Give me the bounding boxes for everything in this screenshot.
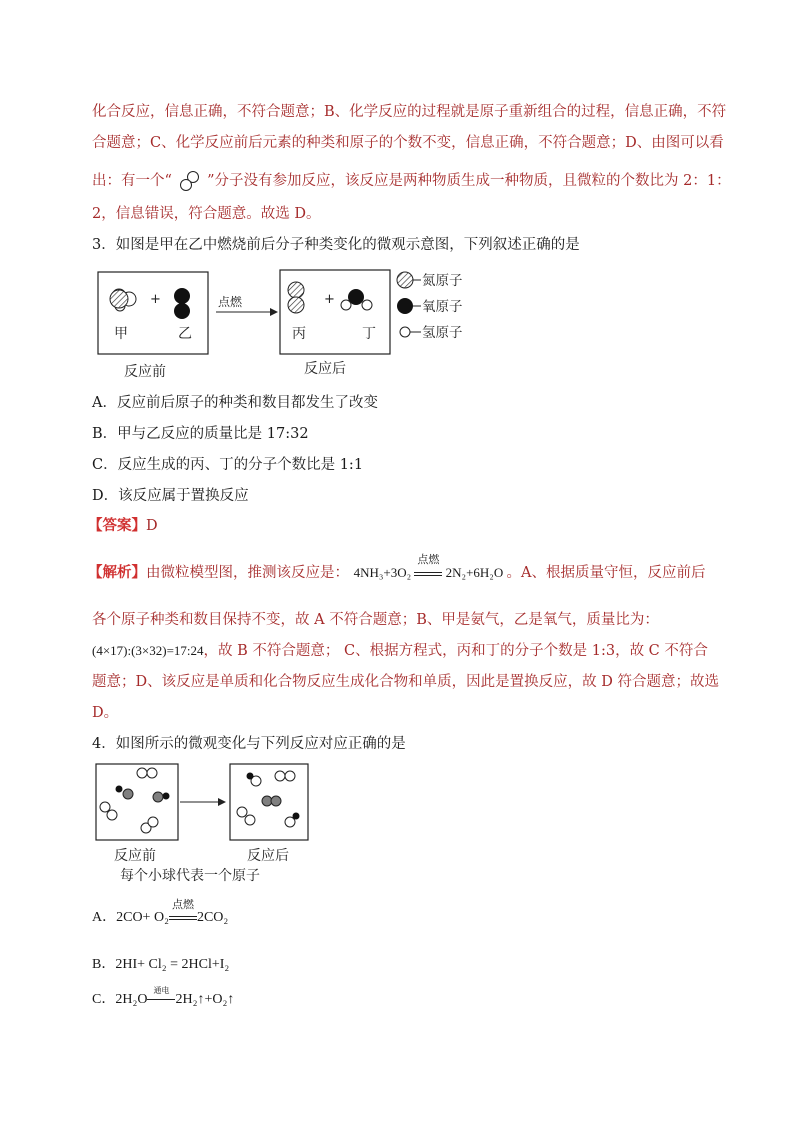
q4-stem: 4．如图所示的微观变化与下列反应对应正确的是 <box>92 736 406 752</box>
caption-after: 反应后 <box>304 361 346 377</box>
q3-analysis-line-1 <box>88 554 706 583</box>
q4-option-c-right: 2H₂↑+O₂↑ <box>175 992 235 1007</box>
intro-line-3-a: 出：有一个“ <box>92 173 172 189</box>
q4-caption-note: 每个小球代表一个原子 <box>120 868 260 884</box>
analysis-line-1-b: 。A、根据质量守恒，反应前后 <box>506 565 706 581</box>
q4-before-particles <box>100 768 170 833</box>
equation-left: 4NH₃+3O₂ <box>353 565 412 580</box>
q4-option-a-right: 2CO₂ <box>196 910 229 925</box>
oxygen-atom-icon <box>397 298 413 314</box>
label-jia: 甲 <box>114 326 128 342</box>
q4-option-c <box>92 986 235 1010</box>
legend-nitrogen <box>397 272 463 289</box>
q3-analysis-line-2: 各个原子种类和数目保持不变，故 A 不符合题意；B、甲是氨气，乙是氧气，质量比为： <box>92 612 659 628</box>
analysis-line-3-a: (4×17):(3×32)=17:24 <box>92 643 204 658</box>
answer-bracket: 【答案】 <box>88 517 146 534</box>
q4-option-c-condition: 通电 <box>153 986 170 995</box>
q4-option-a-condition: 点燃 <box>171 899 194 911</box>
water-molecule <box>341 289 372 310</box>
legend-oxygen <box>397 298 463 315</box>
hydrogen-atom-icon <box>400 327 410 337</box>
answer-value: D <box>146 518 158 534</box>
q3-option-b: B．甲与乙反应的质量比是 17:32 <box>92 426 309 442</box>
q4-caption-before: 反应前 <box>114 848 156 864</box>
q3-analysis-line-3 <box>92 641 708 661</box>
q4-option-a-left: A．2CO+ O₂ <box>92 910 169 925</box>
arrow-label: 点燃 <box>218 295 243 309</box>
q4-before-box <box>96 764 178 840</box>
q4-option-b: B．2HI+ Cl₂ = 2HCl+I₂ <box>92 957 230 972</box>
legend-nitrogen-label: 氮原子 <box>422 273 463 289</box>
plus-after: + <box>324 292 335 307</box>
q3-analysis-line-5: D。 <box>92 705 119 721</box>
q3-equation <box>353 554 507 580</box>
analysis-line-1-a: 由微粒模型图，推测该反应是： <box>146 565 349 581</box>
q4-after-particles <box>237 771 300 827</box>
nitrogen-atom-icon <box>397 272 413 288</box>
label-bing: 丙 <box>292 326 306 342</box>
caption-before: 反应前 <box>124 364 166 380</box>
analysis-bracket: 【解析】 <box>88 564 146 581</box>
q3-stem: 3．如图是甲在乙中燃烧前后分子种类变化的微观示意图，下列叙述正确的是 <box>92 237 580 253</box>
intro-line-3-b: ”分子没有参加反应，该反应是两种物质生成一种物质，且微粒的个数比为 2：1： <box>207 173 731 189</box>
q3-analysis-line-4: 题意；D、该反应是单质和化合物反应生成化合物和单质，因此是置换反应，故 D 符合题意；故选 <box>92 674 719 690</box>
equation-right: 2N₂+6H₂O <box>445 565 504 580</box>
legend-hydrogen-label: 氢原子 <box>422 325 463 341</box>
label-ding: 丁 <box>362 326 376 342</box>
plus-before: + <box>150 292 161 307</box>
intro-line-2: 合题意；C、化学反应前后元素的种类和原子的个数不变，信息正确，不符合题意；D、由图可以看 <box>92 135 724 151</box>
nitrogen-molecule <box>288 282 304 313</box>
oxygen-molecule <box>174 288 190 319</box>
intro-line-3 <box>92 170 731 192</box>
analysis-line-3-b: ，故 B 不符合题意； C、根据方程式，丙和丁的分子个数是 1:3，故 C 不符合 <box>203 643 708 659</box>
q3-option-a: A．反应前后原子的种类和数目都发生了改变 <box>92 395 378 411</box>
q4-caption-after: 反应后 <box>247 848 289 864</box>
label-yi: 乙 <box>178 326 192 342</box>
q4-figure <box>92 760 352 888</box>
q3-option-c: C．反应生成的丙、丁的分子个数比是 1:1 <box>92 457 364 473</box>
ammonia-molecule <box>110 289 136 311</box>
q4-option-c-left: C．2H₂O <box>92 992 148 1007</box>
q3-figure <box>92 266 492 384</box>
legend-oxygen-label: 氧原子 <box>422 299 463 315</box>
intro-line-4: 2，信息错误，符合题意。故选 D。 <box>92 206 321 222</box>
equation-condition: 点燃 <box>417 554 440 566</box>
legend-hydrogen <box>400 325 463 341</box>
q3-answer <box>88 516 158 536</box>
q3-option-d: D．该反应属于置换反应 <box>92 488 249 504</box>
q4-option-a <box>92 899 229 928</box>
intro-line-1: 化合反应，信息正确，不符合题意；B、化学反应的过程就是原子重新组合的过程，信息正确，不符 <box>92 104 727 120</box>
molecule-icon <box>177 170 203 192</box>
